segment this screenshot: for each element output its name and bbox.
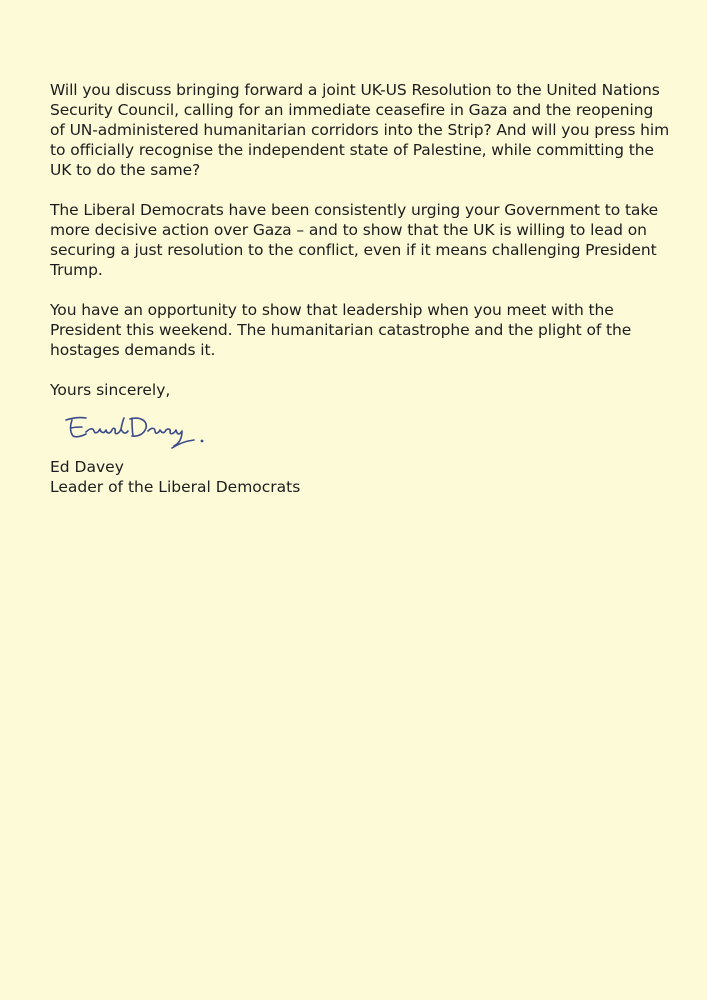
letter-paragraph-1: Will you discuss bringing forward a joint UK-US Resolution to the United Nations Security Council, calling for an immediate ceasefire in Gaza and the reopening of UN-administered humanitarian corridors into the Strip? And will you press him to officially recognise the independent state of Palestine, while committing the UK to do the same? [50,81,670,179]
letter-paragraph-2: The Liberal Democrats have been consistently urging your Government to take more decisive action over Gaza – and to show that the UK is willing to lead on securing a just resolution to the conflict, even if it means challenging President Trump. [50,201,659,279]
letter-paragraph-3: You have an opportunity to show that leadership when you meet with the President this weekend. The humanitarian catastrophe and the plight of the hostages demands it. [50,301,632,359]
letter-closing: Yours sincerely, [50,381,171,399]
handwritten-signature-icon [60,412,210,457]
signer-name: Ed Davey [50,458,124,476]
signer-title: Leader of the Liberal Democrats [50,478,301,496]
